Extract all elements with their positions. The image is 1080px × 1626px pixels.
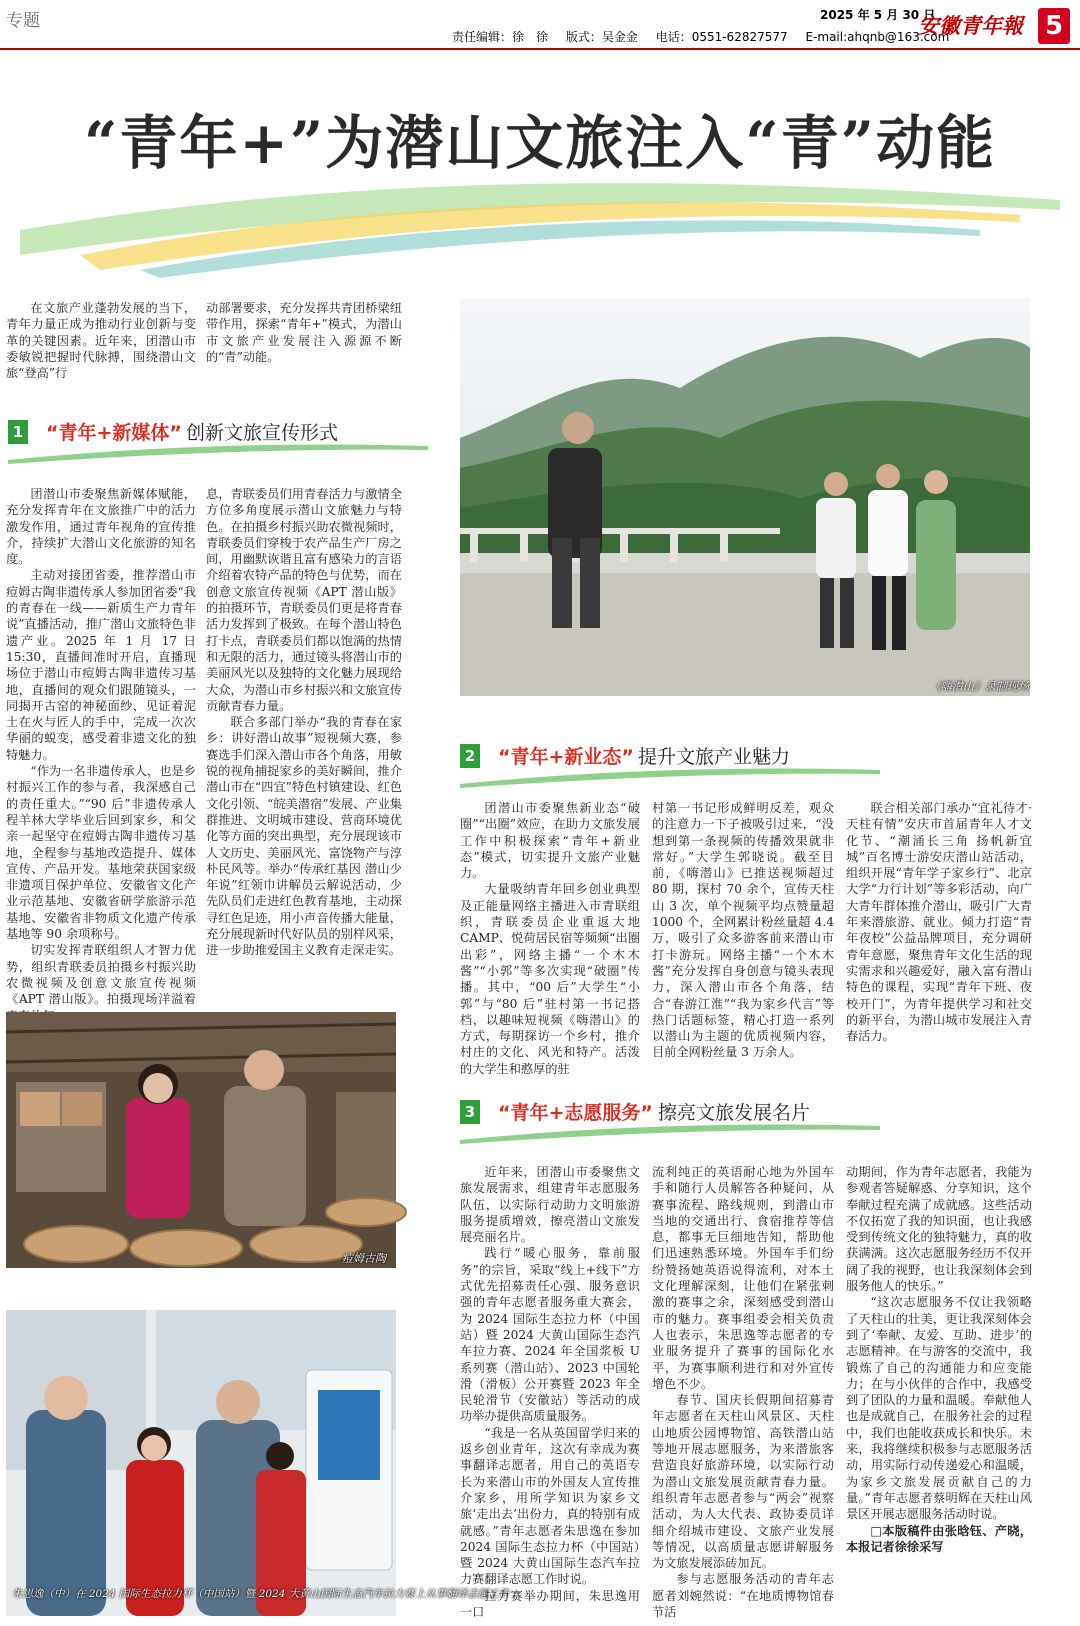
paragraph: 流利纯正的英语耐心地为外国车手和随行人员解答各种疑问，从赛事流程、路线规则，到潜山市当地的交通出行、食宿推荐等信息，都事无巨细地告知，帮助他们迅速熟悉环境。外国车手们纷纷赞扬她英语说得流利，对本土文化理解深刻，让他们在紧张刺激的赛事之余，深刻感受到潜山市的魅力。赛事组委会相关负责人也表示，朱思逸等志愿者的专业服务提升了赛事的国际化水平，为赛事顺利进行和对外宣传增色不少。 [652,1165,834,1391]
intro-column-1 [6,300,196,381]
masthead-logo: 安徽青年報 [918,13,1023,38]
section-2-swoosh [460,764,880,790]
email-credit: E-mail:ahqnb@163.com [805,30,950,44]
paragraph: 联合多部门举办“我的青春在家乡：讲好潜山故事”短视频大赛，参赛选手们深入潜山市各个角落，用敏锐的视角捕捉家乡的美好瞬间，推介潜山市在“四宜”特色村镇建设、红色文化引领、“皖美潜宿”发展、产业集群推进、文明城市建设、营商环境优化等方面的突出典型，充分展现该市人文历史、美丽风光、富饶物产与淳朴民风等。举办“传承红基因 潜山少年说”红领巾讲解员云解说活动，少先队员们走进红色教育基地，主动探寻红色足迹，用小声音传播大能量，充分展现新时代好队员的别样风采，进一步助推爱国主义教育走深走实。 [206,715,402,958]
phone-credit: 电话：0551-62827577 [655,30,788,44]
page-headline: “青年+”为潜山文旅注入“青”动能 [83,109,997,177]
photo-volunteer-translator [6,1310,510,1616]
section-1-column-2 [206,486,402,980]
section-2-column-3 [846,800,1032,1062]
paragraph: 践行“暖心服务，靠前服务”的宗旨，采取“线上+线下”方式优先招募责任心强、服务意识强的青年志愿者服务重大赛会，为 2024 国际生态拉力杯（中国站）暨 2024 大黄山国际生态汽车拉力赛、2024 年全国浆板 U 系列赛（潜山站）、2023 中国轮滑（滑板）公开赛暨 2023 年全民轮滑节（安徽站）等活动的成功举办提供高质量服务。 [460,1246,640,1424]
paragraph: “这次志愿服务不仅让我领略了天柱山的壮美，更让我深刻体会到了‘奉献、友爱、互助、进步’的志愿精神。在与游客的交流中，我锻炼了自己的沟通能力和应变能力；在与小伙伴的合作中，我感受到了团队的力量和温暖。奉献他人也是成就自己，在服务社会的过程中，我们也能收获成长和快乐。未来，我将继续积极参与志愿服务活动，用实际行动传递爱心和温暖，为家乡文旅发展贡献自己的力量。”青年志愿者蔡明辉在天柱山风景区开展志愿服务活动时说。 [846,1295,1032,1522]
section-3-column-3 [846,1164,1032,1620]
intro-paragraph: 在文旅产业蓬勃发展的当下，青年力量正成为推动行业创新与变革的关键因素。近年来，团潜山市委敏锐把握时代脉搏，围绕潜山文旅“登高”行 [6,301,196,381]
issue-date: 2025 年 5 月 30 日 [820,8,936,22]
paragraph: 联合相关部门承办“宜礼待才·天柱有情”安庆市首届青年人才文化节、“潮涌长三角 扬帆新宜城”百名博士游安庆潜山站活动，组织开展“青年学子家乡行”、北京大学“力行计划”等多彩活动，向广大青年群体推介潜山，吸引广大青年来潜旅游、就业。倾力打造“青年夜校”公益品牌项目，充分调研青年意愿，聚焦青年文化生活的现实需求和兴趣爱好，融入富有潜山特色的课程，实现“青年下班、夜校开门”，为青年提供学习和社交的新平台，为潜山城市发展注入青春活力。 [846,801,1032,1044]
paragraph: 团潜山市委聚焦新业态“破圈”“出圈”效应，在助力文旅发展工作中积极探索“青年+新业态”模式，切实提升文旅产业魅力。 [460,801,640,881]
section-3-swoosh [460,1120,880,1146]
article-byline: □本版稿件由张晗钰、产晓，本报记者徐徐采写 [846,1523,1032,1554]
photo-video-shoot [460,298,1030,696]
section-1-title: 创新文旅宣传形式 [186,422,339,444]
paragraph: 参与志愿服务活动的青年志愿者刘婉然说：“在地质博物馆春节活 [652,1572,834,1620]
paragraph: 息，青联委员们用青春活力与激情全方位多角度展示潜山文旅魅力与特色。在拍摄乡村振兴助农微视频时，青联委员们穿梭于农产品生产厂房之间，用幽默诙谐且富有感染力的言语介绍着农特产品的特色与优势，而在创意文旅宣传视频《APT 潜山版》的拍摄环节，青联委员们更是将青春活力发挥到了极致。在每个潜山特色打卡点，青联委员们都以饱满的热情和无限的活力，通过镜头将潜山市的美丽风光以及独特的文化魅力展现给大众，为潜山市乡村振兴和文旅宣传贡献青春力量。 [206,487,402,713]
section-3-number: 3 [460,1100,480,1124]
photo-caption: 朱思逸（中）在 2024 国际生态拉力杯（中国站）暨 2024 大黄山国际生态汽车拉力赛上从事翻译志愿工作 [12,1588,510,1600]
section-1-number: 1 [8,420,28,444]
section-2-column-1 [460,800,640,1076]
intro-column-2 [206,300,402,372]
section-1-keyword: “青年+新媒体” [46,422,182,444]
paragraph: “作为一名非遗传承人，也是乡村振兴工作的参与者，我深感自己的责任重大。”“90 后”非遗传承人程羊林大学毕业后回到家乡，和父亲一起坚守在痘姆古陶非遗传习基地，全程参与基地改造提升、媒体宣传、产品开发。基地荣获国家级非遗项目保护单位、安徽省文化产业示范基地、安徽省研学旅游示范基地、安徽省非物质文化遗产传承基地等 90 余项称号。 [6,764,196,942]
intro-paragraph-cont: 动部署要求，充分发挥共青团桥梁纽带作用，探索“青年+”模式，为潜山市文旅产业发展注入源源不断的“青”动能。 [206,301,402,364]
paragraph: 团潜山市委聚焦新媒体赋能，充分发挥青年在文旅推广中的活力激发作用，通过青年视角的宣传推介，持续扩大潜山文化旅游的知名度。 [6,487,196,567]
paragraph: 主动对接团省委，推荐潜山市痘姆古陶非遗传承人参加团省委“我的青春在一线——新质生产力青年说”直播活动，推广潜山文旅特色非遗产业。2025 年 1 月 17 日 15:30，直播间准时开启，直播现场位于潜山市痘姆古陶非遗传习基地，直播间的观众们跟随镜头，一同揭开古窑的神秘面纱，见证着泥土在火与匠人的手中，完成一次次华丽的蜕变，感受着非遗文化的独特魅力。 [6,568,196,762]
section-3-column-1 [460,1164,640,1620]
page-header [0,0,1080,50]
section-3-keyword: “青年+志愿服务” [498,1102,653,1124]
paragraph: 近年来，团潜山市委聚焦文旅发展需求，组建青年志愿服务队伍，以实际行动助力文明旅游服务提质增效，擦亮潜山文旅发展亮丽名片。 [460,1165,640,1245]
paragraph: 春节、国庆长假期间招募青年志愿者在天柱山风景区、天柱山地质公园博物馆、高铁潜山站等地开展志愿服务，为来潜旅客营造良好旅游环境，以实际行动为潜山文旅发展贡献青春力量。组织青年志愿者参与“两会”视察活动，为人大代表、政协委员详细介绍城市建设、文旅产业发展等情况，以高质量志愿讲解服务为文旅发展添砖加瓦。 [652,1393,834,1571]
paragraph: 村第一书记形成鲜明反差，观众的注意力一下子被吸引过来，“没想到第一条视频的传播效果就非常好。”大学生郭晓说。截至目前，《嗨潜山》已推送视频超过 80 期，探村 70 余个，宣传天柱山 3 次，单个视频平均点赞量超 1000 个，全网累计粉丝量超 4.4 万，吸引了众多游客前来潜山市打卡游玩。网络主播“一个木木酱”充分发挥自身创意与镜头表现力，深入潜山市各个角落，结合“春游江淮”“我为家乡代言”等热门话题标签，精心打造一系列以潜山为主题的优质视频内容，目前全网粉丝量 3 万余人。 [652,801,834,1060]
credits-line [452,28,963,45]
paragraph: 大量吸纳青年回乡创业典型及正能量网络主播进入市青联组织，青联委员企业重返大地 CAMP、悦荷居民宿等频频“出圈出彩”，网络主播“一个木木酱”“小郭”等多次实现“破圈”传播。其中，“00 后”大学生“小郭”与“80 后”驻村第一书记搭档，以趣味短视频《嗨潜山》的方式，每期探访一个乡村，推介村庄的文化、风光和特产。活泼的大学生和憨厚的驻 [460,882,640,1076]
paragraph: 动期间，作为青年志愿者，我能为参观者答疑解惑、分享知识，这个奉献过程充满了成就感。这些活动不仅拓宽了我的知识面，也让我感受到传统文化的独特魅力，真的收获满满。这次志愿服务经历不仅开阔了我的视野，也让我深刻体会到服务他人的快乐。” [846,1165,1032,1294]
photo-pottery-livestream [6,1012,396,1268]
section-1-column-1 [6,486,196,1007]
section-3-column-2 [652,1164,834,1620]
page-number-badge: 5 [1038,8,1070,44]
paragraph: “我是一名从英国留学归来的返乡创业青年，这次有幸成为赛事翻译志愿者，用自己的英语专长为来潜山市的外国友人宣传推介家乡，用所学知识为家乡文旅‘走出去’出份力，真的特别有成就感。”青年志愿者朱思逸在参加 2024 国际生态拉力杯（中国站）暨 2024 大黄山国际生态汽车拉力赛翻译志愿工作时说。 [460,1425,640,1587]
editor-credit: 责任编辑：徐 徐 [452,30,549,44]
layout-credit: 版式：吴金金 [565,30,638,44]
section-2-keyword: “青年+新业态” [498,746,634,768]
column-tag: 专题 [6,11,40,31]
section-2-column-2 [652,800,834,1062]
section-2-number: 2 [460,744,480,768]
section-3-title: 擦亮文旅发展名片 [658,1102,811,1124]
photo-caption: 《嗨潜山》录制现场 [930,680,1029,693]
section-1-swoosh [8,440,428,466]
paragraph: 拉力赛举办期间，朱思逸用一口 [460,1588,640,1620]
headline-swoosh-decoration [20,160,1060,280]
paragraph: 切实发挥青联组织人才智力优势，组织青联委员拍摄乡村振兴助农微视频及创意文旅宣传视频《APT 潜山版》。拍摄现场洋溢着 [6,943,196,1007]
photo-caption: 痘姆古陶 [342,1252,386,1265]
section-2-title: 提升文旅产业魅力 [638,746,791,768]
